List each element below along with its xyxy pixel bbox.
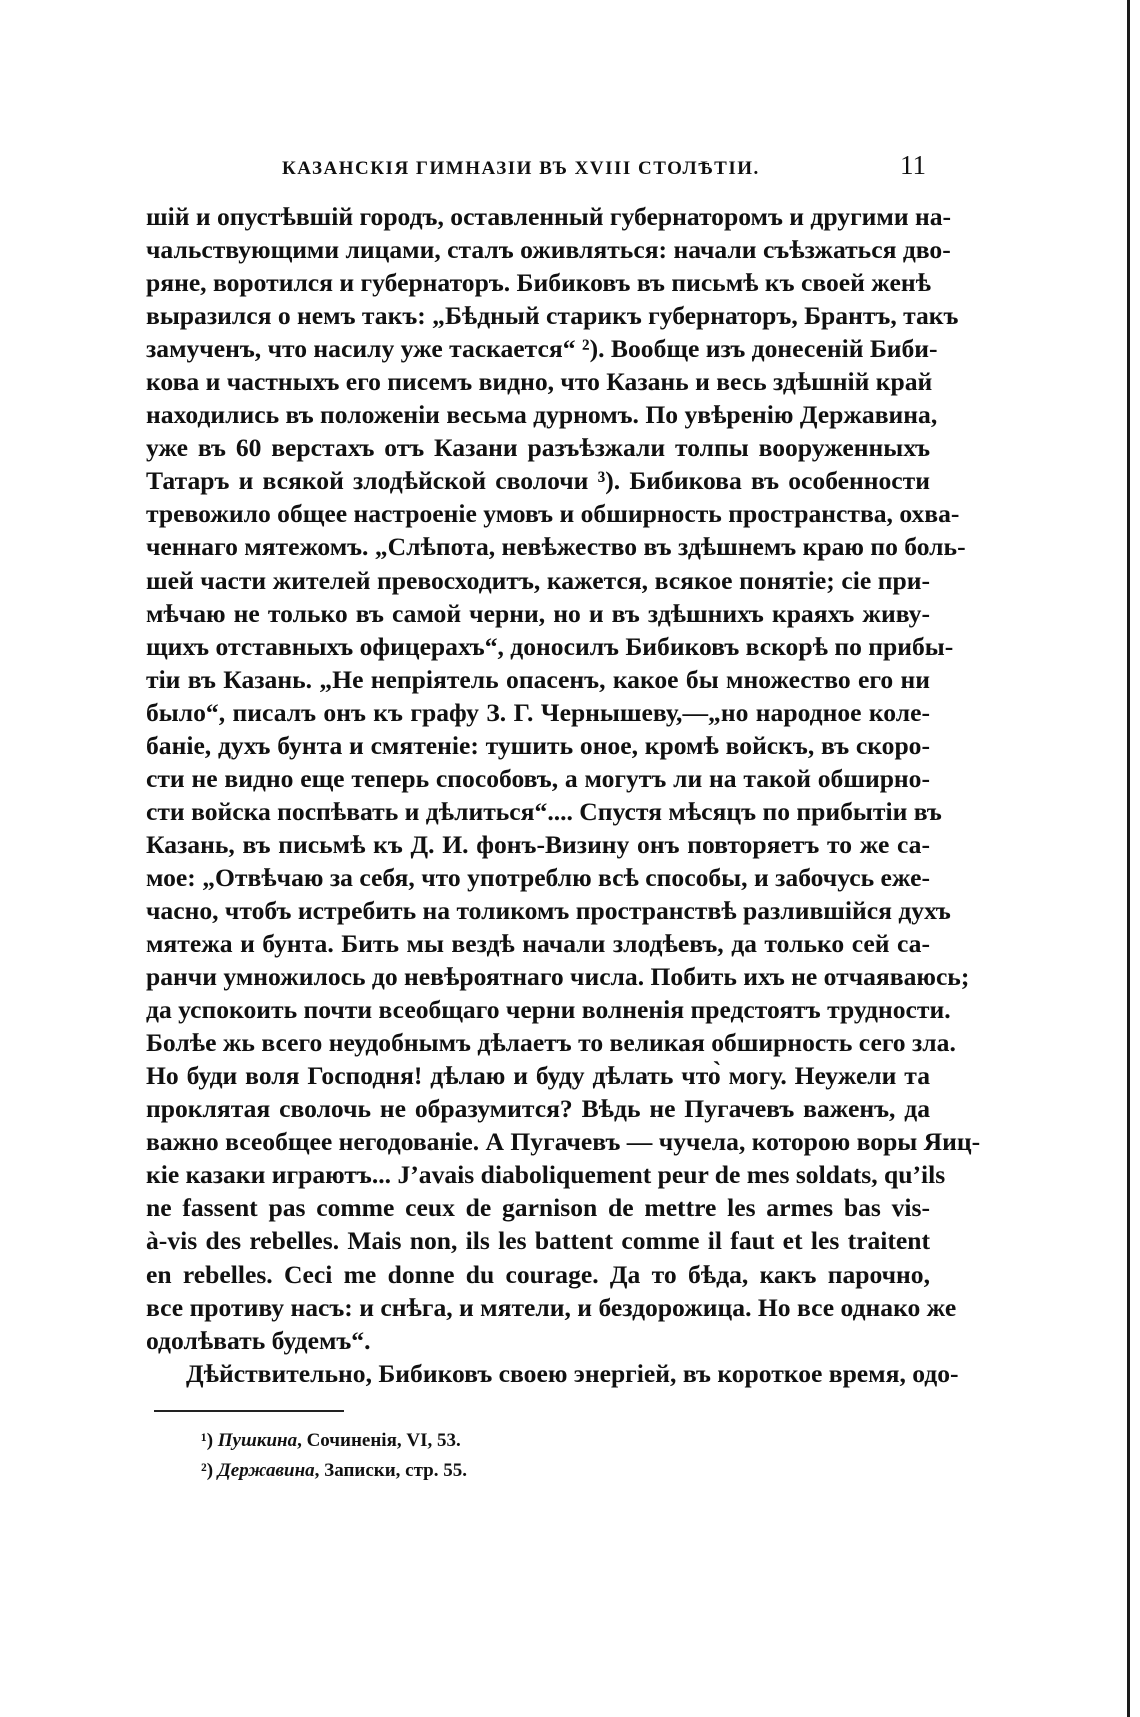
text-line: Болѣе жь всего неудобнымъ дѣлаетъ то великая обширность сего зла. [146, 1028, 956, 1058]
footnote-source: , Записки, стр. 55. [314, 1459, 467, 1481]
running-title: КАЗАНСКІЯ ГИМНАЗІИ ВЪ XVIII СТОЛѢТІИ. [282, 158, 760, 179]
text-line: à-vis des rebelles. Mais non, ils les battent comme il faut et les traitent [146, 1226, 930, 1256]
text-line: сти не видно еще теперь способовъ, а могутъ ли на такой обширно- [146, 763, 930, 793]
text-line: проклятая сволочь не образумится? Вѣдь не Пугачевъ важенъ, да [146, 1094, 930, 1124]
footnote-divider [154, 1410, 344, 1412]
text-line: одолѣвать будемъ“. [146, 1325, 371, 1355]
text-line: ne fassent pas comme ceux de garnison de mettre les armes bas vis- [146, 1193, 930, 1223]
text-line: ряне, воротился и губернаторъ. Бибиковъ въ письмѣ къ своей женѣ [146, 268, 931, 298]
text-line: кова и частныхъ его писемъ видно, что Казань и весь здѣшній край [146, 367, 933, 397]
text-line: Дѣйствительно, Бибиковъ своею энергіей, въ короткое время, одо- [186, 1358, 959, 1388]
text-line: en rebelles. Ceci me donne du courage. Да то бѣда, какъ парочно, [146, 1259, 930, 1289]
text-line: Но буди воля Господня! дѣлаю и буду дѣлать что̀ могу. Неужели та [146, 1061, 930, 1091]
text-line: баніе, духъ бунта и смятеніе: тушить оное, кромѣ войскъ, въ скоро- [146, 730, 930, 760]
running-head [146, 150, 930, 200]
text-line: уже въ 60 верстахъ отъ Казани разъѣзжали толпы вооруженныхъ [146, 433, 930, 463]
page-edge-rule [1127, 0, 1130, 1717]
body-text [146, 200, 981, 1390]
text-line: ченнаго мятежомъ. „Слѣпота, невѣжество въ здѣшнемъ краю по боль- [146, 532, 966, 562]
footnote-2 [201, 1456, 930, 1486]
text-line: мое: „Отвѣчаю за себя, что употреблю всѣ способы, и забочусь еже- [146, 862, 930, 892]
footnote-marker: ¹) [201, 1429, 214, 1451]
text-line: чальствующими лицами, сталъ оживляться: начали съѣзжаться дво- [146, 235, 951, 265]
text-line: ранчи умножилось до невѣроятнаго числа. Побить ихъ не отчаяваюсь; [146, 962, 970, 992]
footnote-marker: ²) [201, 1459, 214, 1481]
text-line: замученъ, что насилу уже таскается“ ²). Вообще изъ донесеній Биби- [146, 334, 938, 364]
text-line: Татаръ и всякой злодѣйской сволочи ³). Бибикова въ особенности [146, 466, 930, 496]
footnote-1 [201, 1426, 930, 1456]
page-number: 11 [900, 150, 926, 180]
text-line: шій и опустѣвшій городъ, оставленный губернаторомъ и другими на- [146, 202, 952, 231]
text-line: важно всеобщее негодованіе. А Пугачевъ — чучела, которою воры Яиц- [146, 1127, 981, 1157]
text-line: Казань, въ письмѣ къ Д. И. фонъ-Визину онъ повторяетъ то же са- [146, 829, 930, 859]
text-line: выразился о немъ такъ: „Бѣдный старикъ губернаторъ, Брантъ, такъ [146, 301, 959, 331]
text-line: сти войска поспѣвать и дѣлиться“.... Спустя мѣсяцъ по прибытіи въ [146, 796, 942, 826]
text-line: тревожило общее настроеніе умовъ и обширность пространства, охва- [146, 499, 960, 529]
text-line: мѣчаю не только въ самой черни, но и въ здѣшнихъ краяхъ живу- [146, 598, 930, 628]
footnotes [146, 1426, 930, 1486]
footnote-author: Державина [217, 1459, 315, 1481]
footnote-author: Пушкина [217, 1429, 298, 1451]
text-line: да успокоить почти всеобщаго черни волненія предстоятъ трудности. [146, 995, 951, 1025]
book-page [146, 150, 981, 1486]
text-line: щихъ отставныхъ офицерахъ“, доносилъ Бибиковъ вскорѣ по прибы- [146, 631, 954, 661]
text-line: мятежа и бунта. Бить мы вездѣ начали злодѣевъ, да только сей са- [146, 929, 930, 959]
text-line: кіе казаки играютъ... J’avais diaboliquement peur de mes soldats, qu’ils [146, 1160, 946, 1190]
text-line: находились въ положеніи весьма дурномъ. По увѣренію Державина, [146, 400, 938, 430]
text-line: все противу насъ: и снѣга, и мятели, и бездорожица. Но все однако же [146, 1292, 957, 1322]
text-line: было“, писалъ онъ къ графу З. Г. Чернышеву,—„но народное коле- [146, 697, 930, 727]
footnote-source: , Сочиненія, VI, 53. [297, 1429, 461, 1451]
text-line: тіи въ Казань. „Не непріятель опасенъ, какое бы множество его ни [146, 664, 930, 694]
text-line: часно, чтобъ истребить на толикомъ пространствѣ разлившійся духъ [146, 895, 951, 925]
text-line: шей части жителей превосходитъ, кажется, всякое понятіе; сіе при- [146, 565, 930, 595]
